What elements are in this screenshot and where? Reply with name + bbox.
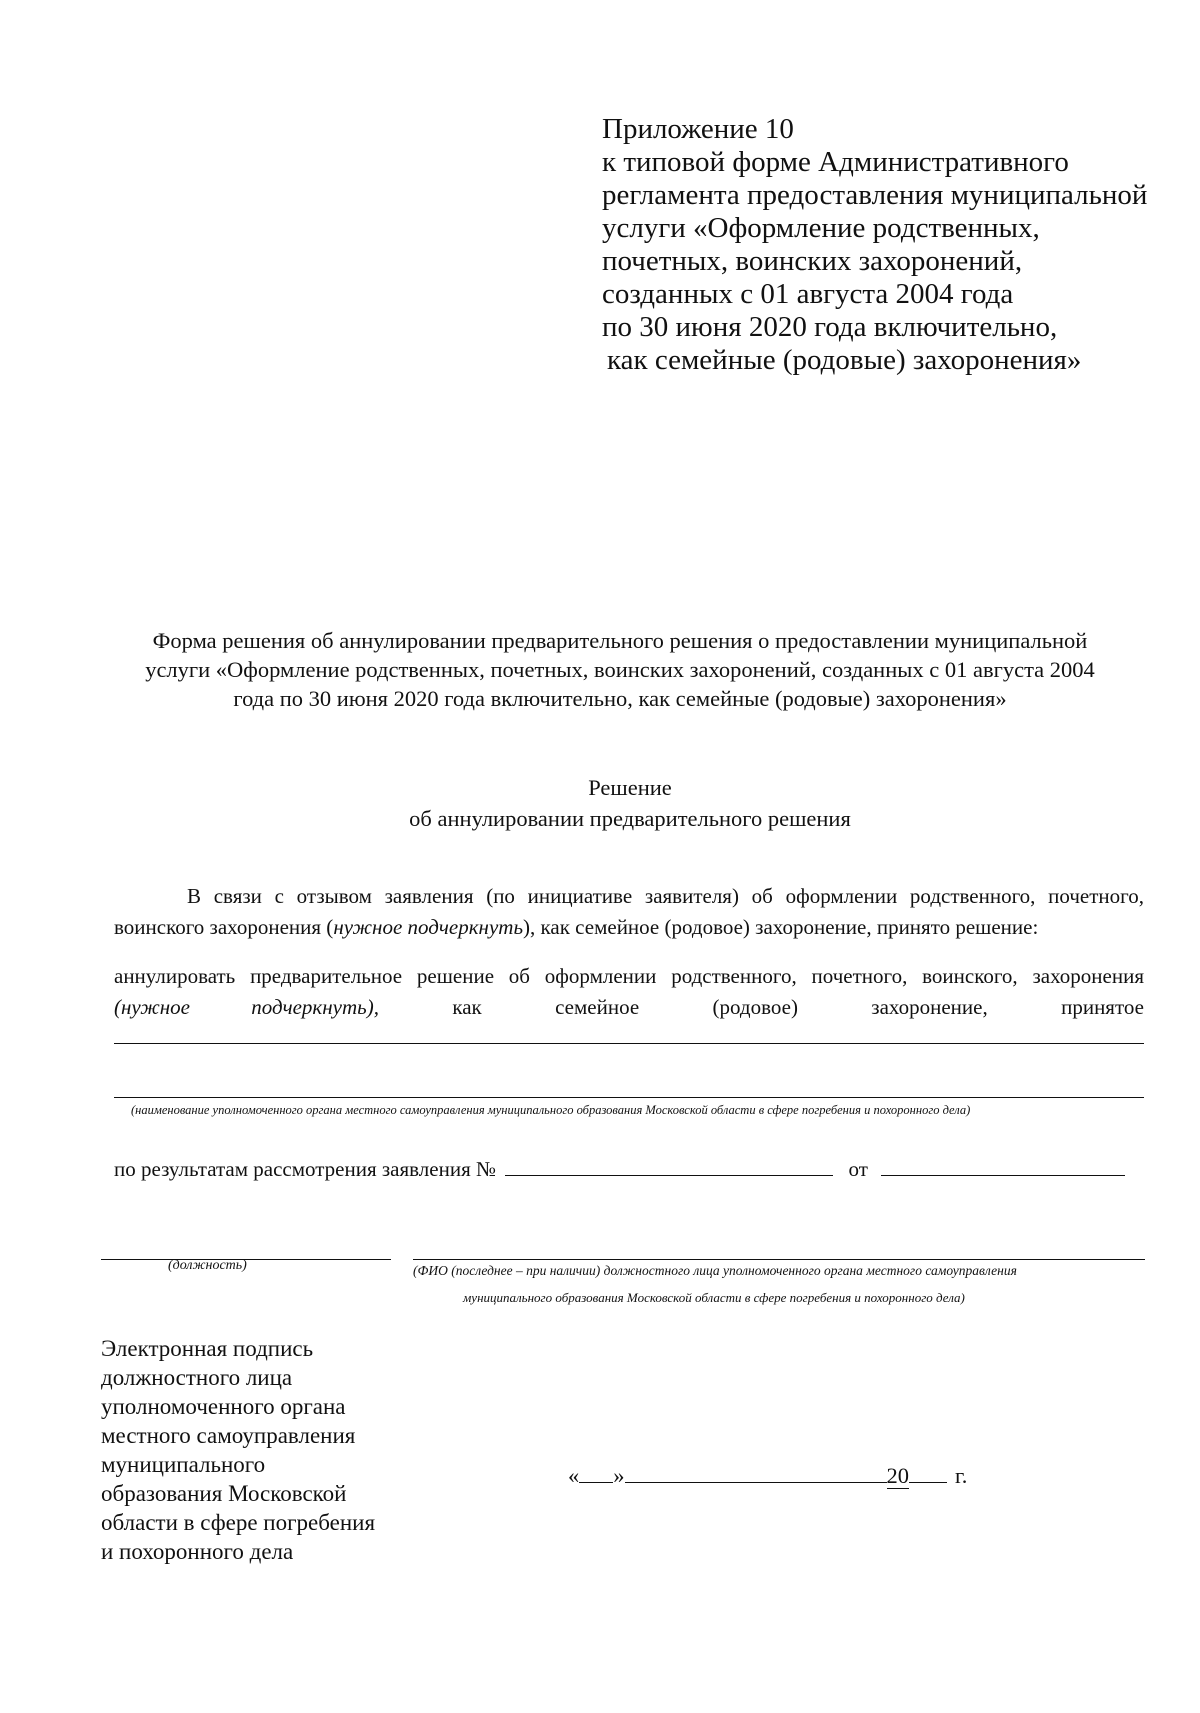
review-from-label: от xyxy=(848,1157,868,1181)
paragraph-reason-line2 xyxy=(114,915,1038,939)
organ-name-line-2[interactable] xyxy=(114,1097,1144,1098)
appendix-line: по 30 июня 2020 года включительно, xyxy=(602,311,1058,343)
decision-title: Решение xyxy=(588,775,672,800)
italic-note: (нужное подчеркнуть), xyxy=(114,995,379,1019)
word: семейное xyxy=(555,995,640,1019)
signature-line: должностного лица xyxy=(101,1365,293,1390)
year-field[interactable] xyxy=(909,1460,947,1483)
month-field[interactable] xyxy=(625,1460,887,1483)
form-title-line: года по 30 июня 2020 года включительно, как семейные (родовые) захоронения» xyxy=(233,686,1007,711)
text-segment: ), как семейное (родовое) захоронение, принято решение: xyxy=(523,915,1039,939)
word: как xyxy=(452,995,482,1019)
organ-name-line-1[interactable] xyxy=(114,1043,1144,1044)
word: (родовое) xyxy=(712,995,798,1019)
form-title-line: услуги «Оформление родственных, почетных, воинских захоронений, созданных с 01 августа 2004 xyxy=(145,657,1095,682)
appendix-block xyxy=(602,113,1162,377)
signature-line: Электронная подпись xyxy=(101,1336,314,1361)
appendix-line: услуги «Оформление родственных, xyxy=(602,212,1040,244)
application-date-field[interactable] xyxy=(881,1153,1125,1176)
appendix-line: как семейные (родовые) захоронения» xyxy=(607,344,1082,376)
year-suffix: г. xyxy=(955,1463,968,1488)
paragraph-annul xyxy=(114,961,1144,1023)
electronic-signature-block xyxy=(101,1334,431,1566)
form-title-line: Форма решения об аннулировании предварительного решения о предоставлении муниципальной xyxy=(152,628,1088,653)
fio-caption-line1: (ФИО (последнее – при наличии) должностного лица уполномоченного органа местного самоуправления xyxy=(413,1263,1017,1278)
date-open-quote: « xyxy=(568,1463,580,1488)
position-caption: (должность) xyxy=(168,1258,247,1273)
form-title xyxy=(100,626,1140,713)
appendix-line: почетных, воинских захоронений, xyxy=(602,245,1023,277)
signature-line: и похоронного дела xyxy=(101,1539,294,1564)
year-prefix: 20 xyxy=(886,1463,909,1488)
application-number-field[interactable] xyxy=(505,1153,833,1176)
word: захоронение, xyxy=(871,995,988,1019)
text-segment: воинского захоронения ( xyxy=(114,915,334,939)
fio-line[interactable] xyxy=(413,1259,1145,1260)
decision-heading xyxy=(100,772,1160,834)
signature-line: уполномоченного органа xyxy=(101,1394,346,1419)
italic-note: нужное подчеркнуть xyxy=(333,915,524,939)
paragraph-annul-line1: аннулировать предварительное решение об оформлении родственного, почетного, воинского, захоронения xyxy=(114,964,1144,988)
paragraph-reason-line1: В связи с отзывом заявления (по инициативе заявителя) об оформлении родственного, почетного, xyxy=(187,884,1144,908)
decision-subtitle: об аннулировании предварительного решения xyxy=(409,806,851,831)
day-field[interactable] xyxy=(579,1460,613,1483)
paragraph-reason xyxy=(114,881,1144,943)
appendix-line: регламента предоставления муниципальной xyxy=(602,179,1148,211)
signature-line: области в сфере погребения xyxy=(101,1510,376,1535)
date-close-quote: » xyxy=(613,1463,625,1488)
paragraph-annul-line2 xyxy=(114,992,1144,1023)
review-line xyxy=(114,1153,1125,1184)
signature-line: местного самоуправления xyxy=(101,1423,356,1448)
appendix-line: Приложение 10 xyxy=(602,113,794,145)
appendix-line: к типовой форме Административного xyxy=(602,146,1069,178)
signature-line: образования Московской xyxy=(101,1481,347,1506)
date-line xyxy=(568,1460,967,1491)
review-label: по результатам рассмотрения заявления № xyxy=(114,1157,497,1181)
fio-caption-line2: муниципального образования Московской области в сфере погребения и похоронного дела) xyxy=(463,1290,965,1305)
word: принятое xyxy=(1061,995,1144,1019)
organ-caption: (наименование уполномоченного органа местного самоуправления муниципального образования Московской области в сфере погребения и похоронного дела) xyxy=(131,1103,971,1117)
signature-line: муниципального xyxy=(101,1452,266,1477)
appendix-line: созданных с 01 августа 2004 года xyxy=(602,278,1014,310)
